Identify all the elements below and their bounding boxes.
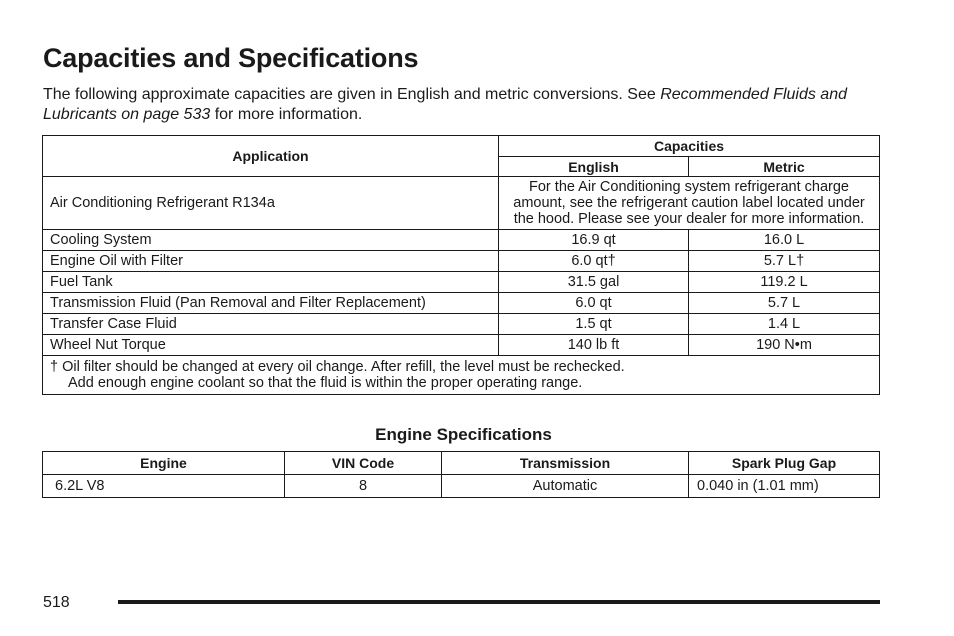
- header-spark-plug-gap: Spark Plug Gap: [689, 452, 880, 475]
- english-cell: 140 lb ft: [499, 335, 689, 356]
- table-row: [43, 293, 880, 314]
- metric-cell: 190 N•m: [689, 335, 880, 356]
- table-row: [43, 475, 880, 498]
- footnote-cell: [43, 356, 880, 395]
- table-row: [43, 272, 880, 293]
- application-cell: Transmission Fluid (Pan Removal and Filter Replacement): [43, 293, 499, 314]
- intro-text-before: The following approximate capacities are given in English and metric conversions. See: [43, 86, 661, 103]
- english-cell: 31.5 gal: [499, 272, 689, 293]
- vin-code-cell: 8: [285, 475, 442, 498]
- engine-specs-table: [42, 451, 880, 498]
- transmission-cell: Automatic: [442, 475, 689, 498]
- metric-cell: 16.0 L: [689, 230, 880, 251]
- english-cell: 16.9 qt: [499, 230, 689, 251]
- metric-cell: 119.2 L: [689, 272, 880, 293]
- header-application: Application: [43, 136, 499, 177]
- table-row: [43, 251, 880, 272]
- header-vin-code: VIN Code: [285, 452, 442, 475]
- engine-specs-title: Engine Specifications: [375, 425, 552, 444]
- table-row: [43, 314, 880, 335]
- application-cell: Cooling System: [43, 230, 499, 251]
- header-transmission: Transmission: [442, 452, 689, 475]
- engine-cell: 6.2L V8: [43, 475, 285, 498]
- footnote-line-2: Add enough engine coolant so that the fluid is within the proper operating range.: [68, 375, 583, 391]
- footnote-line-1: † Oil filter should be changed at every oil change. After refill, the level must be rechecked.: [50, 359, 625, 375]
- page-number: 518: [43, 594, 70, 611]
- english-cell: 6.0 qt: [499, 293, 689, 314]
- page-title: Capacities and Specifications: [43, 43, 419, 73]
- english-cell: 6.0 qt†: [499, 251, 689, 272]
- header-capacities: Capacities: [499, 136, 880, 157]
- application-cell: Air Conditioning Refrigerant R134a: [43, 177, 499, 230]
- capacities-table: [42, 135, 880, 395]
- footer-rule: [118, 600, 880, 604]
- ac-note-cell: For the Air Conditioning system refrigerant charge amount, see the refrigerant caution label located under the hood. Please see your dealer for more information.: [499, 177, 880, 230]
- application-cell: Transfer Case Fluid: [43, 314, 499, 335]
- header-metric: Metric: [689, 157, 880, 177]
- header-english: English: [499, 157, 689, 177]
- application-cell: Fuel Tank: [43, 272, 499, 293]
- application-cell: Engine Oil with Filter: [43, 251, 499, 272]
- table-row: [43, 230, 880, 251]
- intro-reference-link[interactable]: Recommended Fluids and Lubricants on page 533: [43, 86, 847, 123]
- table-row: [43, 177, 880, 230]
- metric-cell: 1.4 L: [689, 314, 880, 335]
- application-cell: Wheel Nut Torque: [43, 335, 499, 356]
- header-engine: Engine: [43, 452, 285, 475]
- metric-cell: 5.7 L: [689, 293, 880, 314]
- table-row: [43, 335, 880, 356]
- english-cell: 1.5 qt: [499, 314, 689, 335]
- metric-cell: 5.7 L†: [689, 251, 880, 272]
- intro-text-after: for more information.: [210, 106, 363, 123]
- intro-paragraph: [43, 85, 883, 125]
- footnote-row: [43, 356, 880, 395]
- spark-plug-gap-cell: 0.040 in (1.01 mm): [689, 475, 880, 498]
